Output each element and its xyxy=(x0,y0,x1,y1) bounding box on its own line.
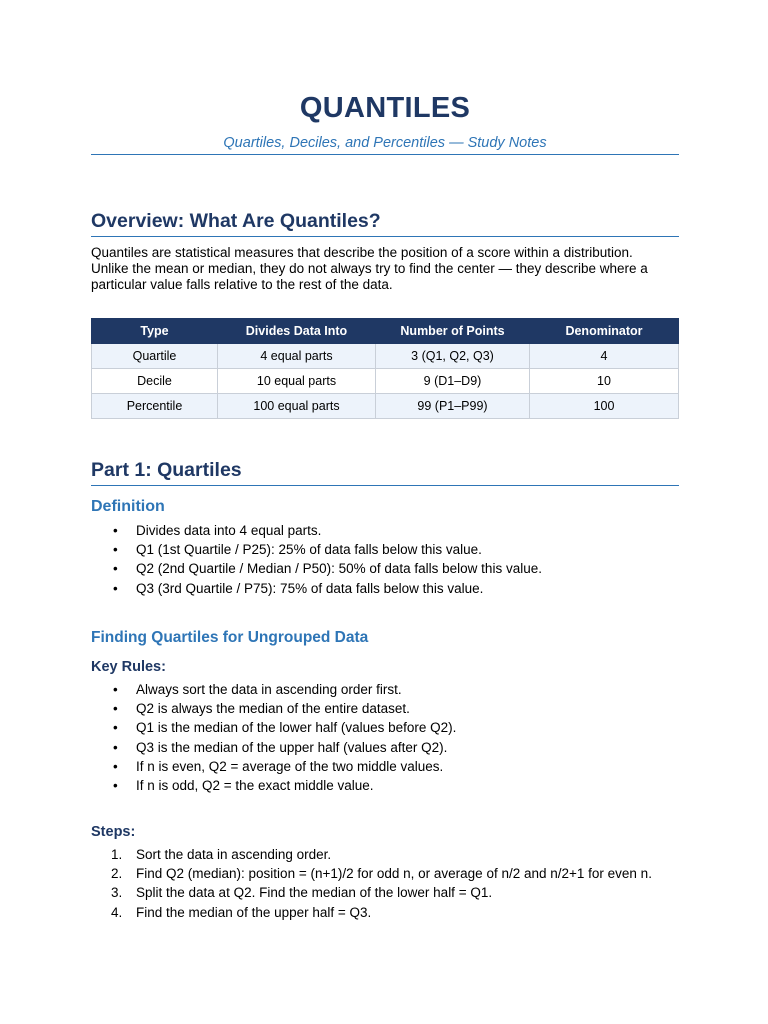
table-row xyxy=(92,369,679,394)
overview-line: particular value falls relative to the rest of the data. xyxy=(91,277,393,293)
table-cell: Quartile xyxy=(92,344,218,369)
ungrouped-heading: Finding Quartiles for Ungrouped Data xyxy=(91,629,369,646)
list-item xyxy=(91,680,456,699)
table-cell: Decile xyxy=(92,369,218,394)
list-item-text: Split the data at Q2. Find the median of the lower half = Q1. xyxy=(136,885,493,901)
bullet-marker: • xyxy=(113,758,118,774)
table-cell: Percentile xyxy=(92,394,218,419)
list-item xyxy=(91,776,456,795)
part1-heading: Part 1: Quartiles xyxy=(91,459,679,486)
table-header-cell: Divides Data Into xyxy=(218,319,376,344)
list-item xyxy=(91,738,456,757)
key-rules-heading: Key Rules: xyxy=(91,659,166,675)
list-item-text: Sort the data in ascending order. xyxy=(136,847,332,862)
bullet-marker: • xyxy=(113,739,118,755)
quantile-types-table xyxy=(91,318,679,419)
list-item xyxy=(91,540,542,559)
bullet-marker: • xyxy=(113,580,118,596)
table-cell: 10 xyxy=(530,369,679,394)
list-item-text: Q1 is the median of the lower half (values before Q2). xyxy=(136,720,457,736)
table-cell: 3 (Q1, Q2, Q3) xyxy=(376,344,530,369)
table-cell: 4 xyxy=(530,344,679,369)
list-item-text: Always sort the data in ascending order first. xyxy=(136,682,402,697)
table-row xyxy=(92,394,679,419)
list-item xyxy=(91,559,542,578)
list-item xyxy=(91,699,456,718)
table-cell: 4 equal parts xyxy=(218,344,376,369)
bullet-marker: • xyxy=(113,523,118,538)
table-cell: 100 equal parts xyxy=(218,394,376,419)
list-item-text: Q2 is always the median of the entire dataset. xyxy=(136,701,410,717)
overview-heading: Overview: What Are Quantiles? xyxy=(91,210,679,237)
bullet-marker: • xyxy=(113,542,118,558)
list-item-text: Find the median of the upper half = Q3. xyxy=(136,904,372,920)
step-number: 4. xyxy=(111,904,123,920)
overview-paragraph xyxy=(91,245,679,294)
overview-line: Quantiles are statistical measures that describe the position of a score within a distribution. xyxy=(91,245,633,260)
bullet-marker: • xyxy=(113,682,118,697)
bullet-marker: • xyxy=(113,561,118,577)
list-item-text: If n is even, Q2 = average of the two middle values. xyxy=(136,758,444,774)
list-item-text: Q3 (3rd Quartile / P75): 75% of data falls below this value. xyxy=(136,580,484,596)
step-number: 1. xyxy=(111,847,123,862)
list-item xyxy=(91,521,542,540)
key-rules-list xyxy=(91,680,456,795)
steps-list xyxy=(91,845,652,922)
bullet-marker: • xyxy=(113,777,118,793)
table-cell: 9 (D1–D9) xyxy=(376,369,530,394)
list-item-text: Q1 (1st Quartile / P25): 25% of data falls below this value. xyxy=(136,542,482,558)
table-header-cell: Type xyxy=(92,319,218,344)
steps-heading: Steps: xyxy=(91,824,136,840)
list-item xyxy=(91,718,456,737)
list-item xyxy=(91,579,542,598)
overview-line: Unlike the mean or median, they do not always try to find the center — they describe where a xyxy=(91,261,648,277)
definition-heading: Definition xyxy=(91,498,165,515)
table-header-row xyxy=(92,319,679,344)
page-subtitle: Quartiles, Deciles, and Percentiles — Study Notes xyxy=(223,135,547,151)
definition-list xyxy=(91,521,542,598)
step-number: 2. xyxy=(111,866,123,882)
bullet-marker: • xyxy=(113,701,118,717)
page-title: QUANTILES xyxy=(299,92,471,124)
list-item xyxy=(91,757,456,776)
list-item-text: Divides data into 4 equal parts. xyxy=(136,523,322,538)
list-item-text: Find Q2 (median): position = (n+1)/2 for odd n, or average of n/2 and n/2+1 for even n. xyxy=(136,866,652,882)
step-number: 3. xyxy=(111,885,123,901)
bullet-marker: • xyxy=(113,720,118,736)
list-item xyxy=(91,903,652,922)
list-item-text: Q3 is the median of the upper half (values after Q2). xyxy=(136,739,448,755)
table-cell: 10 equal parts xyxy=(218,369,376,394)
table-header-cell: Number of Points xyxy=(376,319,530,344)
table-header-cell: Denominator xyxy=(530,319,679,344)
list-item xyxy=(91,883,652,902)
table-cell: 99 (P1–P99) xyxy=(376,394,530,419)
subtitle-divider xyxy=(91,154,679,155)
list-item xyxy=(91,845,652,864)
table-cell: 100 xyxy=(530,394,679,419)
table-row xyxy=(92,344,679,369)
list-item-text: If n is odd, Q2 = the exact middle value. xyxy=(136,777,374,793)
list-item-text: Q2 (2nd Quartile / Median / P50): 50% of data falls below this value. xyxy=(136,561,542,577)
list-item xyxy=(91,864,652,883)
